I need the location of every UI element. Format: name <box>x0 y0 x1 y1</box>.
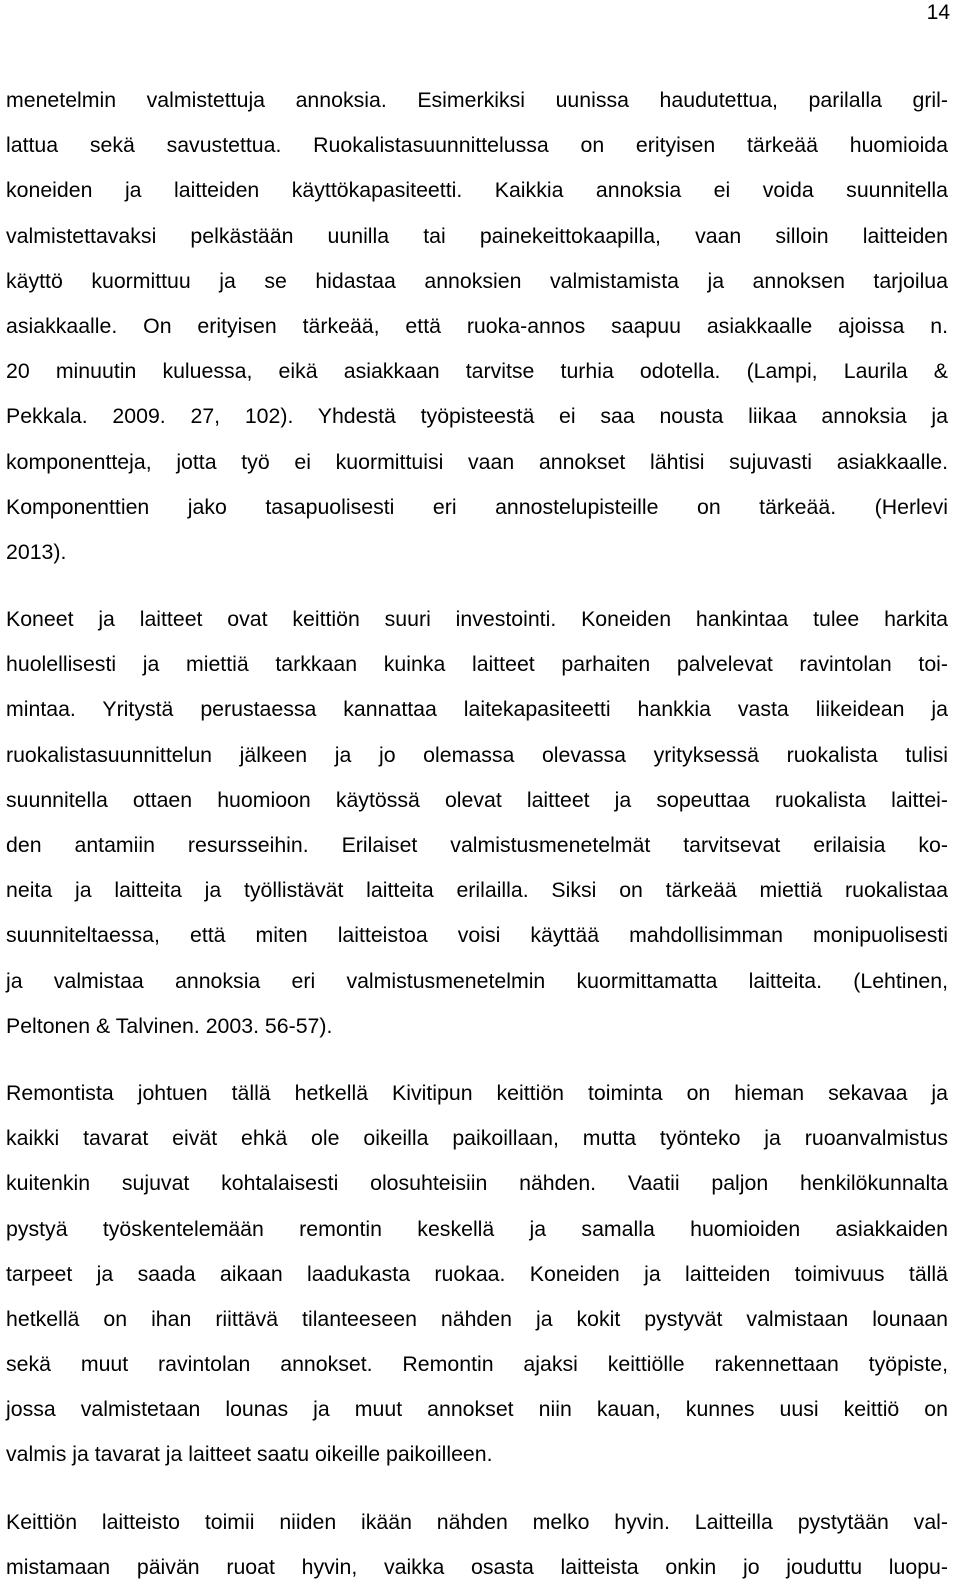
paragraph <box>6 1500 948 1590</box>
text-line: mintaa. Yritystä perustaessa kannattaa laitekapasiteetti hankkia vasta liikeidean ja <box>6 697 948 722</box>
text-line: lattua sekä savustettua. Ruokalistasuunnittelussa on erityisen tärkeää huomioida <box>6 133 948 158</box>
text-line: kuitenkin sujuvat kohtalaisesti olosuhteisiin nähden. Vaatii paljon henkilökunnalta <box>6 1171 948 1196</box>
page-number: 14 <box>926 1 950 24</box>
text-line: Keittiön laitteisto toimii niiden ikään nähden melko hyvin. Laitteilla pystytään val- <box>6 1509 948 1534</box>
text-line: huolellisesti ja miettiä tarkkaan kuinka laitteet parhaiten palvelevat ravintolan toi- <box>6 652 948 677</box>
text-line: asiakkaalle. On erityisen tärkeää, että ruoka-annos saapuu asiakkaalle ajoissa n. <box>6 313 948 338</box>
text-line: ja valmistaa annoksia eri valmistusmenetelmin kuormittamatta laitteita. (Lehtinen, <box>6 968 948 993</box>
paragraph <box>6 1071 948 1478</box>
text-line: komponentteja, jotta työ ei kuormittuisi vaan annokset lähtisi sujuvasti asiakkaalle. <box>6 449 948 474</box>
text-line: pystyä työskentelemään remontin keskellä ja samalla huomioiden asiakkaiden <box>6 1216 948 1241</box>
text-line: 2013). <box>6 539 67 564</box>
text-line: suunniteltaessa, että miten laitteistoa voisi käyttää mahdollisimman monipuolisesti <box>6 923 948 948</box>
body-text <box>6 78 948 1590</box>
paragraph <box>6 597 948 1049</box>
text-line: käyttö kuormittuu ja se hidastaa annoksien valmistamista ja annoksen tarjoilua <box>6 268 948 293</box>
text-line: menetelmin valmistettuja annoksia. Esimerkiksi uunissa haudutettua, parilalla gril- <box>6 88 948 112</box>
text-line: 20 minuutin kuluessa, eikä asiakkaan tarvitse turhia odotella. (Lampi, Laurila & <box>6 359 948 384</box>
text-line: suunnitella ottaen huomioon käytössä olevat laitteet ja sopeuttaa ruokalista laittei- <box>6 787 948 812</box>
text-line: sekä muut ravintolan annokset. Remontin ajaksi keittiölle rakennettaan työpiste, <box>6 1352 948 1377</box>
text-line: valmistettavaksi pelkästään uunilla tai painekeittokaapilla, vaan silloin laitteiden <box>6 223 948 248</box>
text-line: tarpeet ja saada aikaan laadukasta ruokaa. Koneiden ja laitteiden toimivuus tällä <box>6 1261 948 1286</box>
paragraph-gap <box>6 575 948 597</box>
text-line: Pekkala. 2009. 27, 102). Yhdestä työpisteestä ei saa nousta liikaa annoksia ja <box>6 404 948 429</box>
text-line: koneiden ja laitteiden käyttökapasiteetti. Kaikkia annoksia ei voida suunnitella <box>6 178 948 203</box>
paragraph <box>6 78 948 575</box>
text-line: neita ja laitteita ja työllistävät laitteita erilailla. Siksi on tärkeää miettiä ruokalistaa <box>6 878 948 903</box>
text-line: jossa valmistetaan lounas ja muut annokset niin kauan, kunnes uusi keittiö on <box>6 1397 948 1422</box>
text-line: Peltonen & Talvinen. 2003. 56-57). <box>6 1013 333 1038</box>
text-line: mistamaan päivän ruoat hyvin, vaikka osasta laitteista onkin jo jouduttu luopu- <box>6 1554 948 1579</box>
text-line: den antamiin resursseihin. Erilaiset valmistusmenetelmät tarvitsevat erilaisia ko- <box>6 833 948 857</box>
text-line: hetkellä on ihan riittävä tilanteeseen nähden ja kokit pystyvät valmistaan lounaan <box>6 1306 948 1331</box>
text-line: Remontista johtuen tällä hetkellä Kivitipun keittiön toiminta on hieman sekavaa ja <box>6 1080 948 1105</box>
text-line: valmis ja tavarat ja laitteet saatu oikeille paikoilleen. <box>6 1442 493 1467</box>
text-line: kaikki tavarat eivät ehkä ole oikeilla paikoillaan, mutta työnteko ja ruoanvalmistus <box>6 1126 948 1151</box>
paragraph-gap <box>6 1478 948 1500</box>
text-line: ruokalistasuunnittelun jälkeen ja jo olemassa olevassa yrityksessä ruokalista tulisi <box>6 742 948 767</box>
text-line: Koneet ja laitteet ovat keittiön suuri investointi. Koneiden hankintaa tulee harkita <box>6 607 948 632</box>
text-line: Komponenttien jako tasapuolisesti eri annostelupisteille on tärkeää. (Herlevi <box>6 494 948 519</box>
paragraph-gap <box>6 1049 948 1071</box>
